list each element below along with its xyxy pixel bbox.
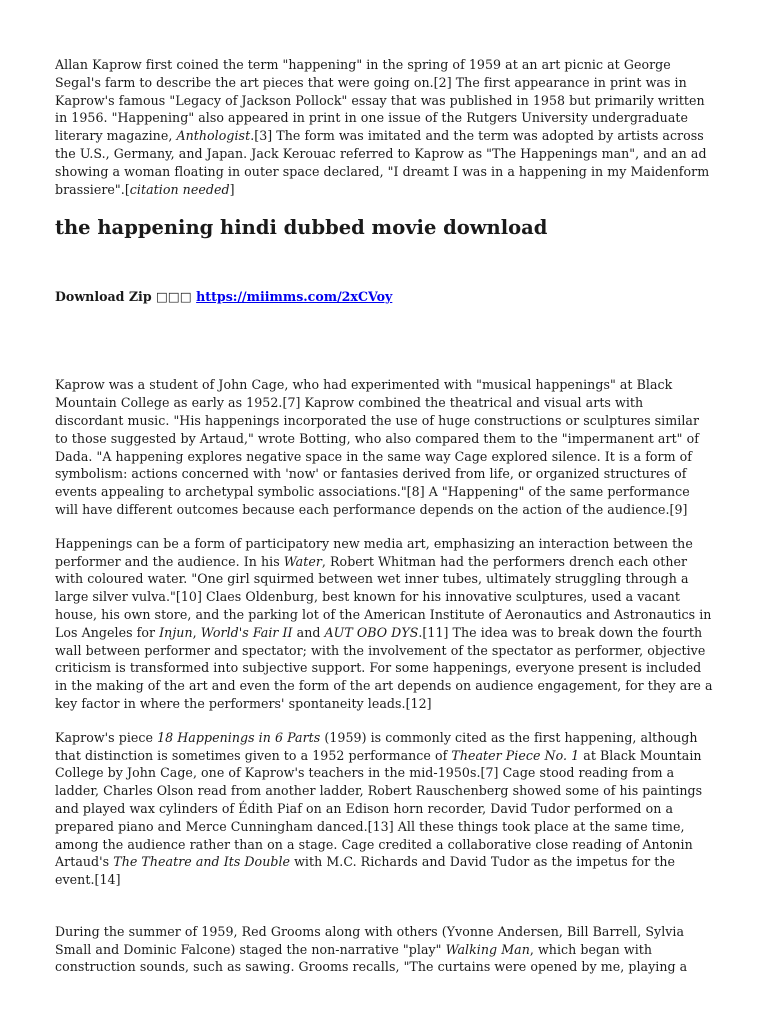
italic-text: 18 Happenings in 6 Parts	[157, 729, 321, 745]
kaprow-piece-paragraph	[55, 729, 715, 889]
text-run: , which began with construction sounds, such as sawing. Grooms recalls, "The curtains were opened by me, playing a	[55, 941, 688, 975]
text-run: ]	[229, 181, 235, 197]
text-run: .[3] The form was imitated and the term was adopted by artists across the U.S., Germany, and Japan. Jack Kerouac referred to Kaprow as "The Happenings man", and an ad showing a woman floating in outer space declared, "I dreamt I was in a happening in my Maidenform brassiere".[	[55, 128, 710, 197]
italic-text: World's Fair II	[200, 624, 293, 640]
text-run: Happenings can be a form of participatory new media art, emphasizing an interaction between the performer and the audience. In his	[55, 535, 693, 569]
italic-text: Injun	[159, 624, 193, 640]
text-run: , Robert Whitman had the performers drench each other with coloured water. "One girl squirmed between wet inner tubes, ultimately struggling through a large silver vulva."[10] Claes Oldenburg, best known for his innovative sculptures, used a vacant house, his own store, and the parking lot of the American Institute of Aeronautics and Astronautics in Los Angeles for	[55, 553, 712, 640]
text-run: Kaprow's piece	[55, 729, 158, 745]
italic-text: Walking Man	[445, 941, 530, 957]
text-run: with M.C. Richards and David Tudor as the impetus for the event.[14]	[55, 854, 676, 888]
text-run: at Black Mountain College by John Cage, one of Kaprow's teachers in the mid-1950s.[7] Cage stood reading from a ladder, Charles Olson read from another ladder, Robert Rauschenberg showed some of his paintings and played wax cylinders of Édith Piaf on an Edison horn recorder, David Tudor performed on a prepared piano and Merce Cunningham danced.[13] All these things took place at the same time, among the audience rather than on a stage. Cage credited a collaborative close reading of Antonin Artaud's	[55, 747, 703, 870]
text-run: .[11] The idea was to break down the fourth wall between performer and spectator; with the involvement of the spectator as performer, objective criticism is transformed into subjective support. For some happenings, everyone present is included in the making of the art and even the form of the art depends on audience engagement, for they are a key factor in where the performers' spontaneity leads.[12]	[55, 624, 713, 711]
download-line	[55, 289, 715, 304]
grooms-paragraph	[55, 923, 715, 976]
participatory-paragraph	[55, 535, 715, 713]
download-label: Download Zip	[55, 289, 152, 305]
italic-text: AUT OBO DYS	[324, 624, 419, 640]
page-title: the happening hindi dubbed movie download	[55, 216, 548, 240]
download-link[interactable]: https://miimms.com/2xCVoy	[196, 289, 393, 305]
cage-paragraph: Kaprow was a student of John Cage, who had experimented with "musical happenings" at Black Mountain College as early as 1952.[7] Kaprow combined the theatrical and visual arts with discordant music. "His happenings incorporated the use of huge constructions or sculptures similar to those suggested by Artaud," wrote Botting, who also compared them to the "impermanent art" of Dada. "A happening explores negative space in the same way Cage explored silence. It is a form of symbolism: actions concerned with 'now' or fantasies derived from life, or organized structures of events appealing to archetypal symbolic associations."[8] A "Happening" of the same performance will have different outcomes because each performance depends on the action of the audience.[9]	[55, 377, 700, 517]
italic-text: Water	[283, 553, 322, 569]
text-run: Allan Kaprow first coined the term "happening" in the spring of 1959 at an art picnic at George Segal's farm to describe the art pieces that were going on.[2] The first appearance in print was in Kaprow's famous "Legacy of Jackson Pollock" essay that was published in 1958 but primarily written in 1956. "Happening" also appeared in print in one issue of the Rutgers University undergraduate literary magazine,	[55, 57, 705, 144]
text-run: (1959) is commonly cited as the first happening, although that distinction is sometimes given to a 1952 performance of	[55, 729, 698, 763]
italic-text: citation needed	[129, 181, 230, 197]
italic-text: The Theatre and Its Double	[113, 854, 291, 870]
italic-text: Anthologist	[176, 128, 251, 144]
arrow-glyphs-icon: □□□	[156, 289, 192, 305]
italic-text: Theater Piece No. 1	[451, 747, 580, 763]
text-run: and	[292, 624, 325, 640]
intro-paragraph	[55, 0, 715, 198]
text-run: ,	[192, 624, 201, 640]
text-run: During the summer of 1959, Red Grooms along with others (Yvonne Andersen, Bill Barrell, Sylvia Small and Dominic Falcone) staged the non-narrative "play"	[55, 923, 685, 957]
